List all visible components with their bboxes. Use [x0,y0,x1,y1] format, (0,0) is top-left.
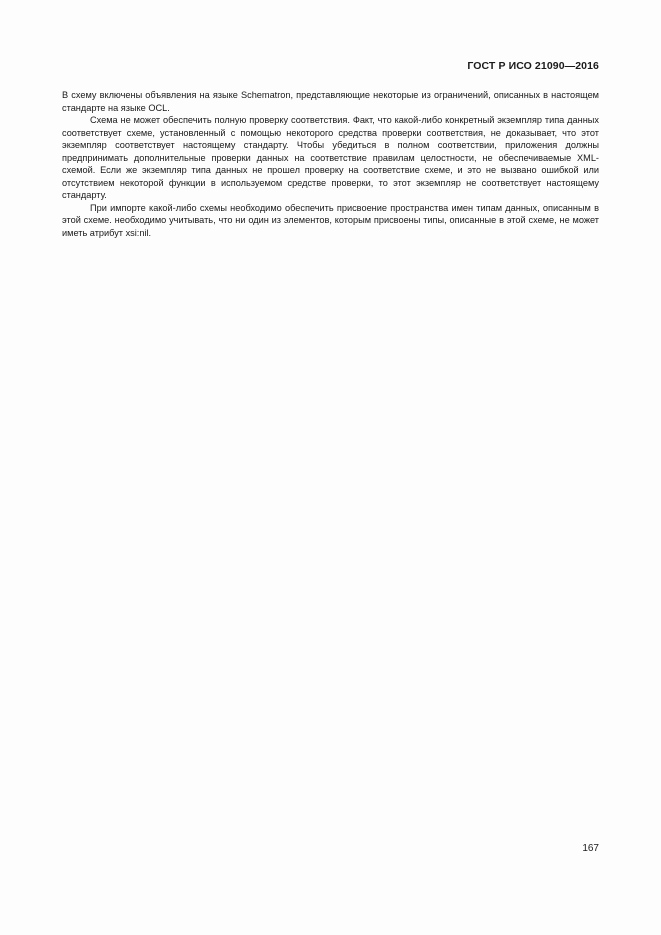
paragraph-validation: Схема не может обеспечить полную проверку соответствия. Факт, что какой-либо конкретный экземпляр типа данных соответствует схеме, установленный с помощью некоторого средства проверки соответствия, не доказывает, что этот экземпляр соответствует настоящему стандарту. Чтобы убедиться в полном соответствии, приложения должны предпринимать дополнительные проверки данных на соответствие правилам целостности, не обеспечиваемые XML-схемой. Если же экземпляр типа данных не прошел проверку на соответствие схеме, и это не вызвано ошибкой или отсутствием некоторой функции в используемом средстве проверки, то этот экземпляр не соответствует настоящему стандарту. [62,115,599,200]
paragraph-schematron: В схему включены объявления на языке Schematron, представляющие некоторые из ограничений, описанных в настоящем стандарте на языке OCL. [62,90,599,113]
page-number: 167 [582,843,599,854]
body-text [62,89,599,239]
paragraph-namespace: При импорте какой-либо схемы необходимо обеспечить присвоение пространства имен типам данных, описанным в этой схеме. необходимо учитывать, что ни один из элементов, которым присвоены типы, описанные в этой схеме, не может иметь атрибут xsi:nil. [62,202,599,238]
standard-header: ГОСТ Р ИСО 21090—2016 [467,60,599,72]
